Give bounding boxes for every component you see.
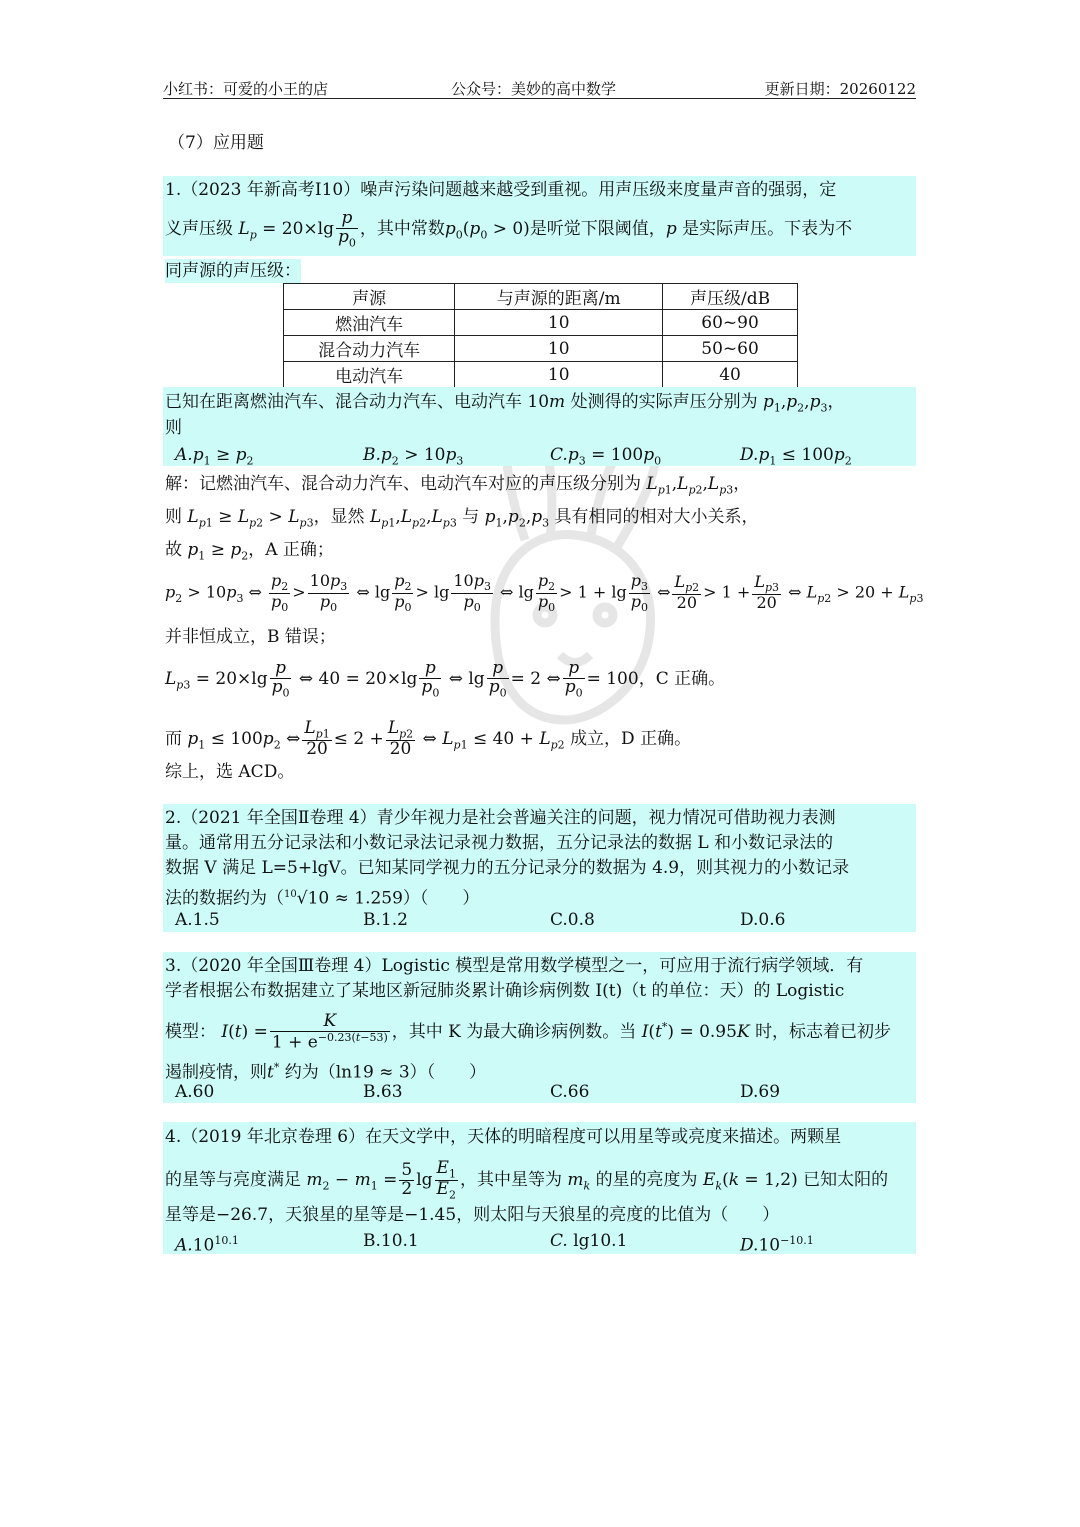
q1-solution-line3: 故 $p_1 \ge p_2$，A 正确； — [165, 540, 334, 563]
q4-line1: 4.（2019 年北京卷理 6）在天文学中，天体的明暗程度可以用星等或亮度来描述。两颗星 — [165, 1127, 842, 1147]
option-b[interactable]: $B.p_2 > 10p_3$ — [363, 445, 464, 468]
page-header — [163, 78, 916, 99]
q1-solution-line8: 综上，选 ACD。 — [165, 762, 295, 782]
option-d[interactable]: $D.10^{-10.1}$ — [740, 1234, 814, 1256]
table-header: 与声源的距离/m — [455, 284, 663, 310]
option-b[interactable]: B.10.1 — [363, 1231, 419, 1251]
formula-Lp: $L_p = 20\times\lg$ $\frac{p}{p_0}$ — [238, 208, 356, 250]
q1-solution-line1: 解：记燃油汽车、混合动力汽车、电动汽车对应的声压级分别为 $L_{p1},L_{p2},L_{p3}$， — [165, 474, 751, 497]
option-d[interactable]: $D.p_1 \le 100p_2$ — [740, 445, 852, 468]
option-a[interactable]: $A.p_1 \ge p_2$ — [175, 445, 254, 468]
table-header: 声压级/dB — [663, 284, 798, 310]
table-row: 燃油汽车 10 60~90 — [284, 310, 798, 336]
option-b[interactable]: B.1.2 — [363, 910, 408, 930]
header-left: 小红书：可爱的小王的店 — [163, 80, 329, 98]
option-a[interactable]: $A.10^{10.1}$ — [175, 1234, 239, 1256]
q1-solution-line7: 而 $p_1 \le 100p_2$ ⇔ $\frac{L_{p1}}{20}$ ≤ 2 + $\frac{L_{p2}}{20}$ ⇔ $L_{p1} \le 40 + L_{p2}$ 成立，D 正确。 — [165, 718, 692, 759]
q4-line2: 的星等与亮度满足 $m_2 - m_1$ = $\frac{5}{2}$ lg $\frac{E_1}{E_2}$ ，其中星等为 $m_k$ 的星的亮度为 $E_k(k = 1,2)$ 已知太阳的 — [165, 1158, 889, 1202]
option-d[interactable]: D.69 — [740, 1082, 781, 1102]
option-a[interactable]: A.1.5 — [175, 910, 220, 930]
option-b[interactable]: B.63 — [363, 1082, 403, 1102]
table-row: 电动汽车 10 40 — [284, 362, 798, 388]
table-header: 声源 — [284, 284, 455, 310]
q1-solution-line5: 并非恒成立，B 错误； — [165, 627, 336, 647]
header-date: 更新日期：20260122 — [764, 80, 916, 98]
q2-line3: 数据 V 满足 L=5+lgV。已知某同学视力的五分记录分的数据为 4.9，则其视力的小数记录 — [165, 858, 850, 878]
q3-line3: 模型： I(t) = $\frac{K}{1 + e^{-0.23(t-53)}}$ ，其中 K 为最大确诊病例数。当 I(t*) = 0.95K 时，标志着已初步 — [165, 1011, 892, 1053]
q1-line3: 同声源的声压级： — [165, 261, 301, 281]
q1-line2: 义声压级 $L_p = 20\times\lg$ $\frac{p}{p_0}$ ，其中常数$p_0(p_0 > 0)$是听觉下限阈值，p 是实际声压。下表为不 — [165, 208, 853, 250]
q1-solution-line2: 则 $L_{p1} \ge L_{p2} > L_{p3}$，显然 $L_{p1},L_{p2},L_{p3}$ 与 $p_1,p_2,p_3$ 具有相同的相对大小关系， — [165, 507, 759, 530]
q1-after-table: 已知在距离燃油汽车、混合动力汽车、电动汽车 10m 处测得的实际声压分别为 $p_1,p_2,p_3$， — [165, 392, 845, 415]
option-d[interactable]: D.0.6 — [740, 910, 786, 930]
header-middle: 公众号：美妙的高中数学 — [451, 80, 617, 98]
q3-line4: 遏制疫情，则t* 约为（ln19 ≈ 3）（ ） — [165, 1061, 487, 1083]
option-c[interactable]: $C.p_3 = 100p_0$ — [550, 445, 662, 468]
q2-line2: 量。通常用五分记录法和小数记录法记录视力数据，五分记录法的数据 L 和小数记录法的 — [165, 833, 834, 853]
option-a[interactable]: A.60 — [175, 1082, 215, 1102]
table-header-row — [284, 284, 798, 310]
option-c[interactable]: C.0.8 — [550, 910, 595, 930]
q3-line1: 3.（2020 年全国Ⅲ卷理 4）Logistic 模型是常用数学模型之一，可应用于流行病学领域．有 — [165, 956, 864, 976]
q2-line1: 2.（2021 年全国Ⅱ卷理 4）青少年视力是社会普遍关注的问题，视力情况可借助视力表测 — [165, 808, 836, 828]
table-row: 混合动力汽车 10 50~60 — [284, 336, 798, 362]
q3-line2: 学者根据公布数据建立了某地区新冠肺炎累计确诊病例数 I(t)（t 的单位：天）的 Logistic — [165, 981, 845, 1001]
q1-then: 则 — [165, 418, 182, 438]
q1-line1: 1.（2023 年新高考Ⅰ10）噪声污染问题越来越受到重视。用声压级来度量声音的强弱，定 — [165, 180, 837, 200]
sound-source-table — [283, 283, 798, 388]
q2-line4: 法的数据约为（$^{10}$√10 ≈ 1.259）（ ） — [165, 888, 480, 909]
q4-line3: 星等是−26.7，天狼星的星等是−1.45，则太阳与天狼星的亮度的比值为（ ） — [165, 1205, 780, 1225]
q1-solution-chain: $p_2 > 10p_3$ ⇔ $\frac{p_2}{p_0}$ > $\frac{10p_3}{p_0}$ ⇔ lg $\frac{p_2}{p_0}$ > lg $\frac{10p_3}{p_0}$ ⇔ lg $\frac{p_2}{p_0}$ > 1 + lg $\frac{p_3}{p_0}$ ⇔ $\frac{L_{p2}}{20}$ > 1 + $\frac{L_{p3}}{20}$ ⇔ $L_{p2} > 20 + L_{p3}$ — [165, 571, 924, 614]
section-title: （7）应用题 — [168, 133, 264, 153]
option-c[interactable]: C. lg10.1 — [550, 1231, 628, 1251]
option-c[interactable]: C.66 — [550, 1082, 590, 1102]
q1-solution-line6: $L_{p3} = 20\times\lg$ $\frac{p}{p_0}$ ⇔ 40 = 20×lg $\frac{p}{p_0}$ ⇔ lg $\frac{p}{p_0}$ = 2 ⇔ $\frac{p}{p_0}$ = 100，C 正确。 — [165, 658, 726, 700]
